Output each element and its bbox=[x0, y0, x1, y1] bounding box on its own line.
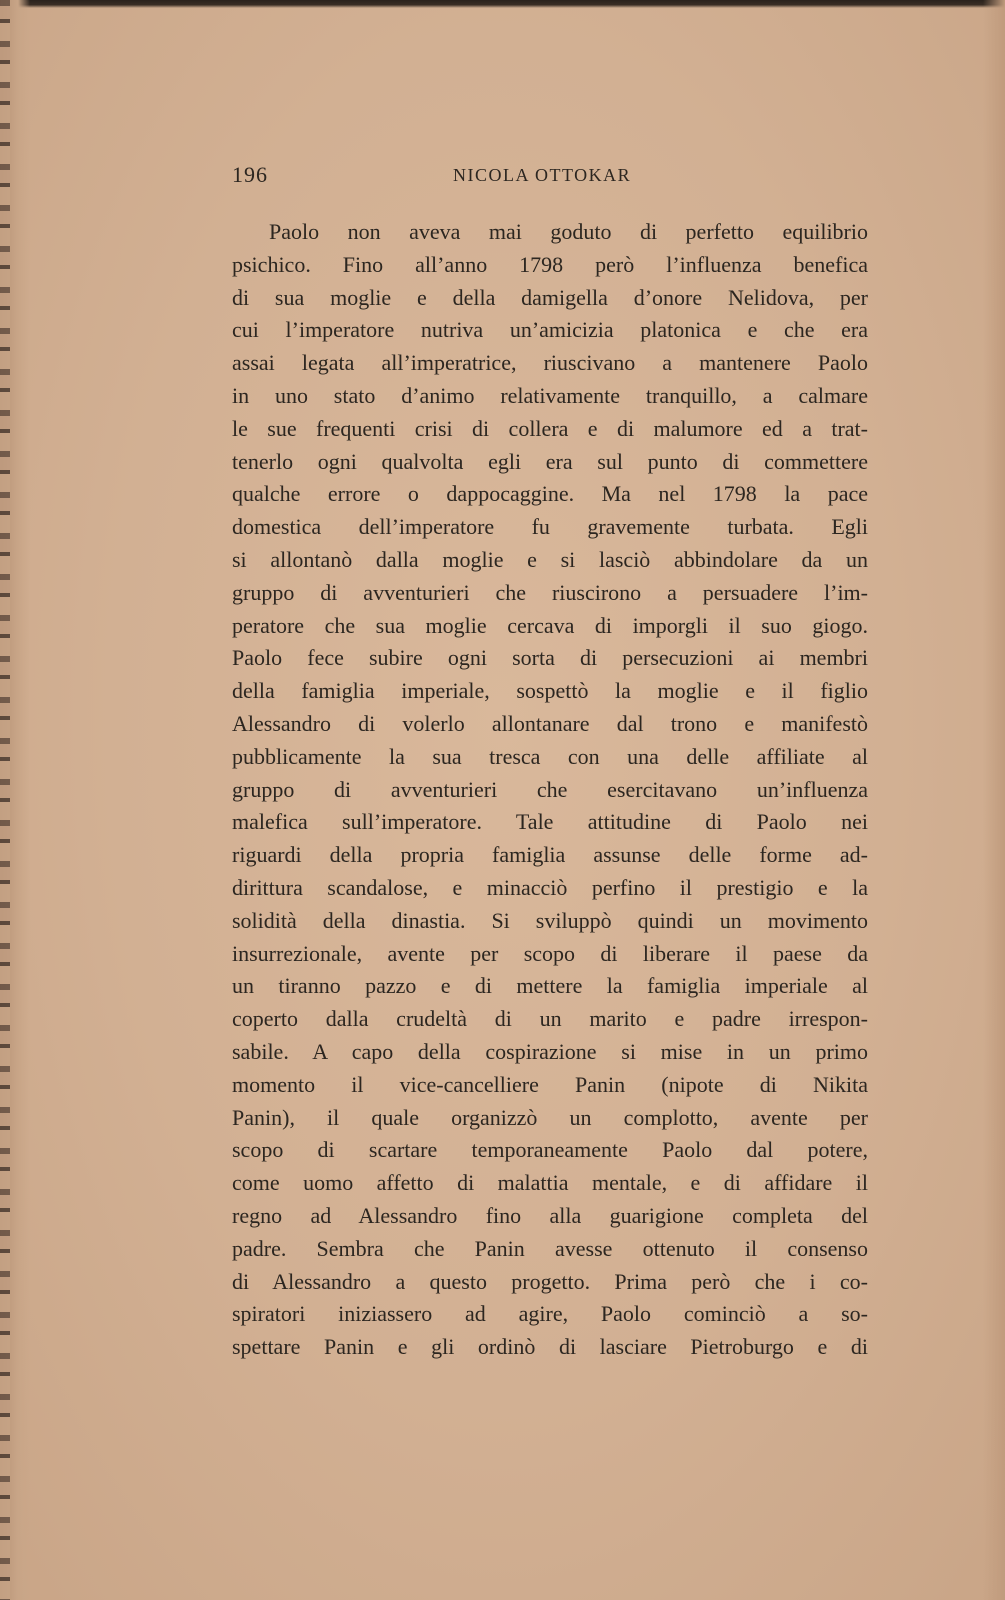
text-line: riguardi della propria famiglia assunse delle forme ad- bbox=[232, 842, 868, 868]
text-line: cui l’imperatore nutriva un’amicizia platonica e che era bbox=[232, 317, 868, 343]
text-line: solidità della dinastia. Si sviluppò quindi un movimento bbox=[232, 907, 868, 933]
text-line: assai legata all’imperatrice, riuscivano a mantenere Paolo bbox=[232, 350, 868, 376]
text-line: di sua moglie e della damigella d’onore Nelidova, per bbox=[232, 284, 868, 310]
text-line: spiratori iniziassero ad agire, Paolo cominciò a so- bbox=[232, 1301, 868, 1327]
text-line: Paolo fece subire ogni sorta di persecuzioni ai membri bbox=[232, 645, 868, 671]
text-line: dirittura scandalose, e minacciò perfino il prestigio e la bbox=[232, 874, 868, 900]
page-torn-edge bbox=[0, 0, 10, 1600]
text-line: Paolo non aveva mai goduto di perfetto equilibrio bbox=[269, 219, 868, 244]
text-line: un tiranno pazzo e di mettere la famiglia imperiale al bbox=[232, 973, 868, 999]
text-line: sabile. A capo della cospirazione si mise in un primo bbox=[232, 1038, 868, 1064]
text-line: le sue frequenti crisi di collera e di malumore ed a trat- bbox=[232, 415, 868, 441]
text-line: insurrezionale, avente per scopo di liberare il paese da bbox=[232, 940, 868, 966]
text-line: pubblicamente la sua tresca con una delle affiliate al bbox=[232, 743, 868, 769]
running-head: NICOLA OTTOKAR bbox=[453, 165, 632, 185]
text-line: in uno stato d’animo relativamente tranquillo, a calmare bbox=[232, 382, 868, 408]
text-line: psichico. Fino all’anno 1798 però l’influenza benefica bbox=[232, 251, 868, 277]
page-top-edge bbox=[0, 0, 1005, 8]
text-line: momento il vice-cancelliere Panin (nipote di Nikita bbox=[232, 1071, 868, 1097]
body-paragraph bbox=[232, 216, 868, 1364]
page-number: 196 bbox=[232, 162, 268, 187]
text-line: qualche errore o dappocaggine. Ma nel 1798 la pace bbox=[232, 481, 868, 507]
text-line: gruppo di avventurieri che riuscirono a persuadere l’im- bbox=[232, 579, 868, 605]
text-line: scopo di scartare temporaneamente Paolo dal potere, bbox=[232, 1137, 868, 1163]
text-line: della famiglia imperiale, sospettò la moglie e il figlio bbox=[232, 678, 868, 704]
page-header bbox=[232, 162, 880, 192]
page-right-edge bbox=[983, 0, 1005, 1600]
text-line: malefica sull’imperatore. Tale attitudine di Paolo nei bbox=[232, 809, 868, 835]
text-line: coperto dalla crudeltà di un marito e padre irrespon- bbox=[232, 1006, 868, 1032]
text-line: gruppo di avventurieri che esercitavano un’influenza bbox=[232, 776, 868, 802]
text-line: padre. Sembra che Panin avesse ottenuto il consenso bbox=[232, 1235, 868, 1261]
text-line: come uomo affetto di malattia mentale, e di affidare il bbox=[232, 1170, 868, 1196]
text-line: spettare Panin e gli ordinò di lasciare Pietroburgo e di bbox=[232, 1334, 868, 1360]
text-line: Alessandro di volerlo allontanare dal trono e manifestò bbox=[232, 710, 868, 736]
text-line: domestica dell’imperatore fu gravemente turbata. Egli bbox=[232, 514, 868, 540]
text-line: peratore che sua moglie cercava di imporgli il suo giogo. bbox=[232, 612, 868, 638]
text-line: tenerlo ogni qualvolta egli era sul punto di commettere bbox=[232, 448, 868, 474]
text-line: di Alessandro a questo progetto. Prima però che i co- bbox=[232, 1268, 868, 1294]
text-line: si allontanò dalla moglie e si lasciò abbindolare da un bbox=[232, 546, 868, 572]
text-line: regno ad Alessandro fino alla guarigione completa del bbox=[232, 1202, 868, 1228]
text-line: Panin), il quale organizzò un complotto, avente per bbox=[232, 1104, 868, 1130]
